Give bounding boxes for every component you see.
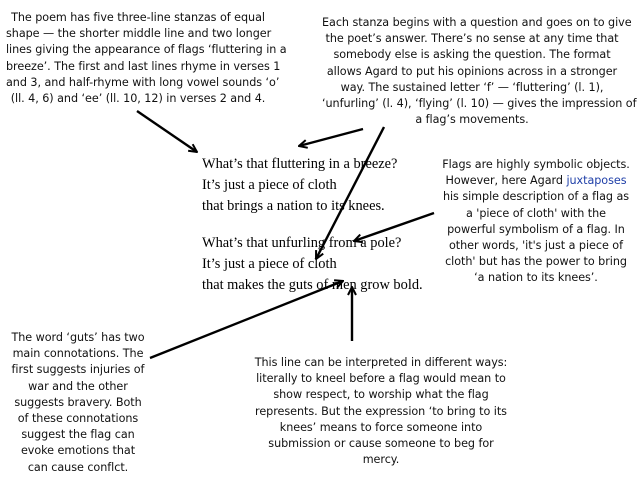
poem-line: What’s that fluttering in a breeze? [202, 156, 398, 172]
annotation-line: main connotations. The [12, 347, 144, 361]
arrow-symbolism-to-poem [354, 213, 434, 241]
arrow-questions-to-line1 [299, 129, 363, 146]
annotation-line: literally to kneel before a flag would mean to [256, 372, 506, 386]
poem-line: that brings a nation to its knees. [202, 198, 385, 214]
arrow-guts-to-line6 [150, 281, 343, 358]
arrow-form-to-poem [137, 111, 197, 152]
annotation-line: powerful symbolism of a flag. In [447, 222, 625, 236]
annotation-text: However, here Agard [445, 174, 567, 188]
annotation-line: ‘a nation to its knees’. [474, 271, 598, 285]
annotation-line: war and the other [28, 379, 128, 393]
annotation-line: allows Agard to put his opinions across in a stronger [326, 64, 618, 78]
keyword-juxtaposes: juxtaposes [566, 174, 627, 188]
annotation-line: ‘unfurling’ (l. 4), ‘flying’ (l. 10) — gives the impression of [322, 97, 637, 111]
annotation-line: a flag’s movements. [415, 113, 529, 127]
annotation-line: Flags are highly symbolic objects. [442, 158, 630, 171]
annotation-line: his simple description of a flag as [442, 190, 630, 204]
annotation-line: of these connotations [17, 412, 139, 426]
annotation-line: suggests bravery. Both [14, 395, 142, 409]
annotation-line: way. The sustained letter ‘f’ — ‘fluttering’ (l. 1), [340, 80, 604, 94]
annotation-line: submission or cause someone to beg for [268, 437, 494, 451]
annotation-line: somebody else is asking the question. The format [333, 48, 611, 62]
annotation-line: other words, 'it's just a piece of [449, 239, 623, 253]
annotation-line: The poem has five three-line stanzas of equal [11, 11, 265, 24]
annotation-line: The word ‘guts’ has two [11, 331, 145, 344]
annotation-line: (ll. 4, 6) and ‘ee’ (ll. 10, 12) in verses 2 and 4. [10, 92, 266, 106]
annotation-line: and 3, and half-rhyme with long vowel sounds ‘o’ [6, 75, 280, 89]
annotation-line: show respect, to worship what the flag [273, 388, 489, 402]
annotation-line: This line can be interpreted in different ways: [254, 356, 508, 369]
annotation-line: lines giving the appearance of flags ‘fluttering in a [6, 43, 287, 57]
poem-line: It’s just a piece of cloth [202, 256, 337, 272]
annotation-line: knees’ means to force someone into [279, 420, 483, 434]
annotation-line: a 'piece of cloth' with the [465, 206, 607, 220]
annotation-line: suggest the flag can [21, 428, 135, 442]
annotation-line: the poet’s answer. There’s no sense at any time that [325, 32, 619, 46]
annotation-line: cloth' but has the power to bring [445, 255, 627, 269]
annotation-line: can cause conflct. [27, 460, 129, 474]
poem-line: that makes the guts of men grow bold. [202, 277, 423, 293]
arrow-questions-to-line4 [316, 127, 384, 259]
annotation-line: breeze’. The first and last lines rhyme in verses 1 [6, 59, 281, 73]
annotation-line: mercy. [362, 453, 400, 467]
annotation-line: evoke emotions that [20, 444, 136, 458]
annotation-line: represents. But the expression ‘to bring to its [255, 404, 507, 418]
poem-line: What’s that unfurling from a pole? [202, 235, 402, 251]
poem-line: It’s just a piece of cloth [202, 177, 337, 193]
annotation-line: Each stanza begins with a question and goes on to give [322, 16, 632, 29]
annotation-line: first suggests injuries of [11, 363, 145, 377]
annotation-line: shape — the shorter middle line and two longer [6, 27, 272, 41]
